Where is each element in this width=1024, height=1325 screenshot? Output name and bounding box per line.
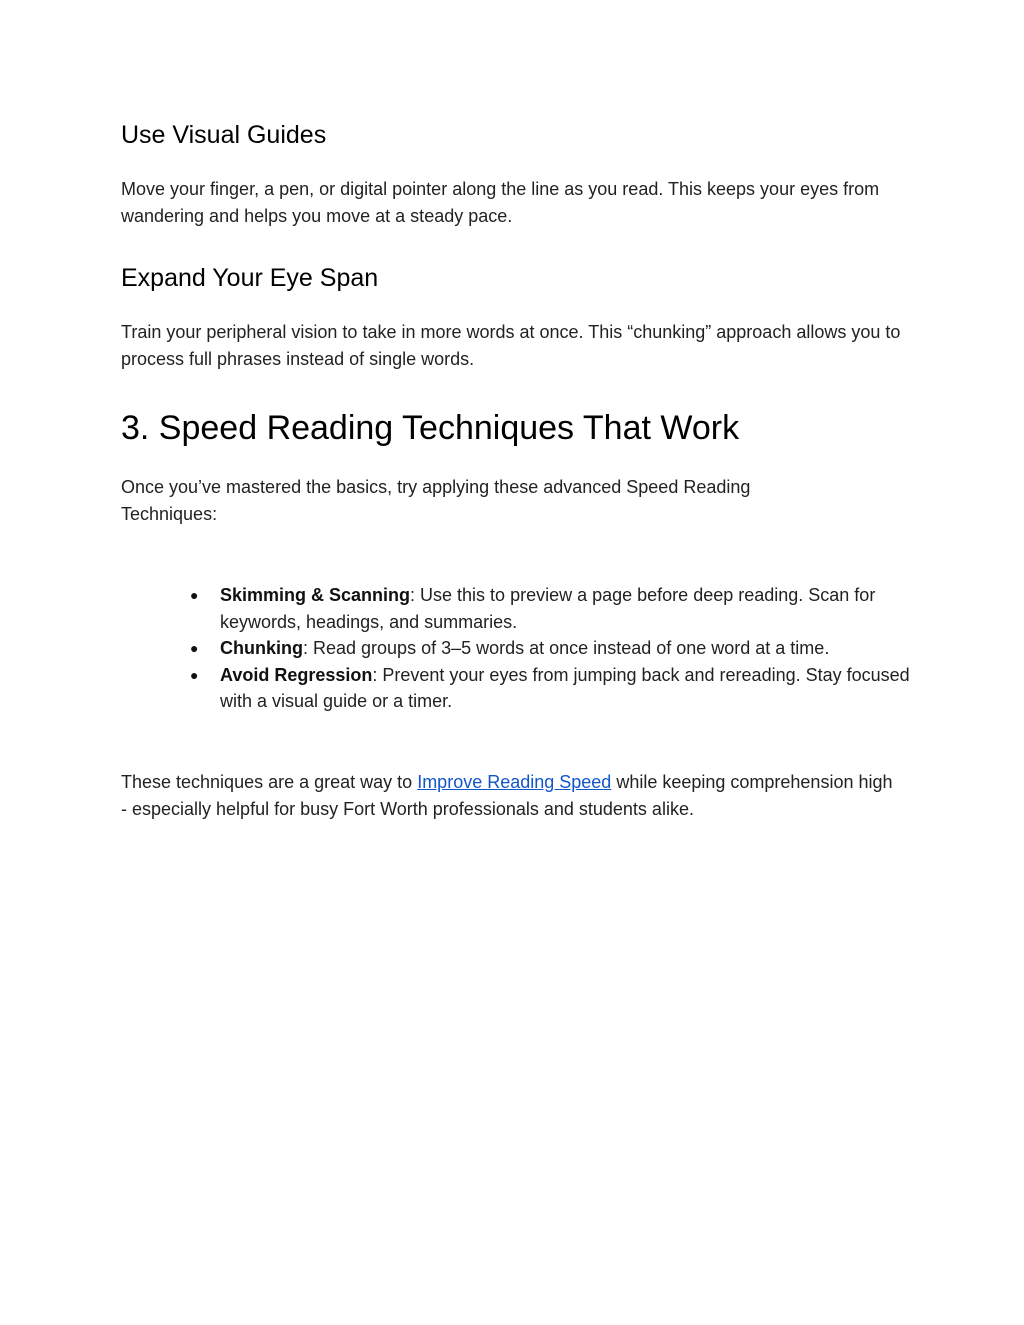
paragraph-techniques-intro: Once you’ve mastered the basics, try applying these advanced Speed Reading Techniques: [121, 477, 751, 524]
bullet-term: Skimming & Scanning [220, 585, 411, 605]
closing-text-before: These techniques are a great way to [121, 772, 418, 792]
closing-text-after: while keeping comprehension high - especially helpful for busy Fort Worth professionals and students alike. [121, 772, 893, 819]
paragraph-closing [121, 769, 901, 822]
bullet-dot-icon: ● [190, 666, 199, 683]
heading-expand-eye-span: Expand Your Eye Span [121, 264, 379, 292]
bullet-term: Avoid Regression [220, 664, 373, 685]
improve-reading-speed-link[interactable]: Improve Reading Speed [417, 772, 612, 792]
bullet-text: : Use this to preview a page before deep reading. Scan for keywords, headings, and summaries. [220, 585, 876, 632]
list-item [190, 582, 920, 635]
bullet-text: : Read groups of 3–5 words at once instead of one word at a time. [303, 638, 830, 658]
bullet-text: : Prevent your eyes from jumping back and rereading. Stay focused with a visual guide or a timer. [220, 664, 910, 711]
techniques-list [190, 582, 920, 715]
list-item [190, 662, 920, 715]
heading-speed-reading-techniques: 3. Speed Reading Techniques That Work [121, 409, 740, 447]
bullet-dot-icon: ● [190, 640, 199, 656]
paragraph-visual-guides: Move your finger, a pen, or digital pointer along the line as you read. This keeps your eyes from wandering and helps you move at a steady pace. [121, 179, 880, 226]
heading-use-visual-guides: Use Visual Guides [121, 121, 327, 149]
list-item [190, 635, 920, 662]
bullet-term: Chunking [220, 638, 303, 658]
bullet-dot-icon: ● [190, 587, 199, 603]
paragraph-eye-span: Train your peripheral vision to take in more words at once. This “chunking” approach allows you to process full phrases instead of single words. [121, 322, 901, 369]
